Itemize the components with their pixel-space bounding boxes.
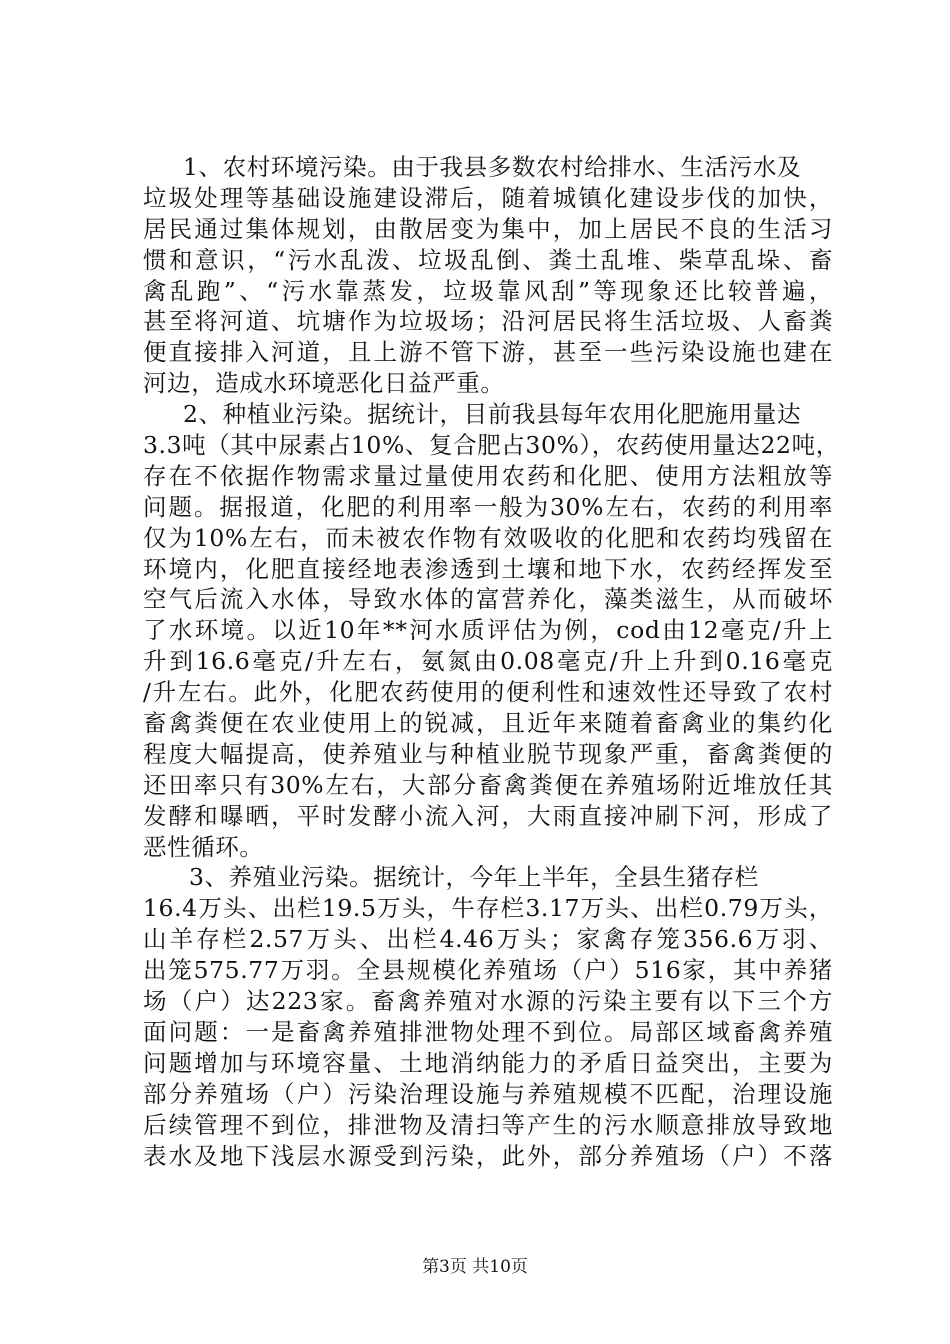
text-line: 1、农村环境污染。由于我县多数农村给排水、生活污水及 [183,153,802,181]
text-line: 禽乱跑”、“污水靠蒸发，垃圾靠风刮”等现象还比较普遍， [143,276,833,305]
text-line: 场（户）达223家。畜禽养殖对水源的污染主要有以下三个方 [143,987,833,1016]
text-line: 升到16.6毫克/升左右，氨氮由0.08毫克/升上升到0.16毫克 [143,647,833,676]
text-line: 问题。据报道，化肥的利用率一般为30%左右，农药的利用率 [143,492,833,521]
text-line: 3.3吨（其中尿素占10%、复合肥占30%），农药使用量达22吨， [143,431,840,460]
text-line: 存在不依据作物需求量过量使用农药和化肥、使用方法粗放等 [143,461,833,490]
text-line: 畜禽粪便在农业使用上的锐减，且近年来随着畜禽业的集约化 [143,709,833,738]
text-line: 部分养殖场（户）污染治理设施与养殖规模不匹配，治理设施 [143,1079,833,1108]
text-line: 2、种植业污染。据统计，目前我县每年农用化肥施用量达 [183,400,802,429]
text-line: 表水及地下浅层水源受到污染，此外，部分养殖场（户）不落 [143,1141,833,1170]
text-line: 恶性循环。 [143,832,264,861]
document-body [143,152,840,1171]
text-line: 居民通过集体规划，由散居变为集中，加上居民不良的生活习 [143,214,833,243]
text-line: 3、养殖业污染。据统计，今年上半年，全县生猪存栏 [189,863,759,892]
text-line: 便直接排入河道，且上游不管下游，甚至一些污染设施也建在 [143,338,833,367]
text-line: 仅为10%左右，而未被农作物有效吸收的化肥和农药均残留在 [143,523,833,552]
text-line: 程度大幅提高，使养殖业与种植业脱节现象严重，畜禽粪便的 [143,739,833,768]
text-line: 山羊存栏2.57万头、出栏4.46万头；家禽存笼356.6万羽、 [143,925,833,954]
text-line: 了水环境。以近10年**河水质评估为例，cod由12毫克/升上 [143,616,833,645]
page-number: 第3页 共10页 [422,1257,528,1277]
text-line: 问题增加与环境容量、土地消纳能力的矛盾日益突出，主要为 [143,1048,833,1077]
text-line: 垃圾处理等基础设施建设滞后，随着城镇化建设步伐的加快， [143,183,833,212]
text-line: /升左右。此外，化肥农药使用的便利性和速效性还导致了农村 [143,678,833,707]
text-line: 面问题：一是畜禽养殖排泄物处理不到位。局部区域畜禽养殖 [143,1017,833,1046]
text-line: 河边，造成水环境恶化日益严重。 [143,369,505,398]
text-line: 甚至将河道、坑塘作为垃圾场；沿河居民将生活垃圾、人畜粪 [143,307,833,336]
text-line: 还田率只有30%左右，大部分畜禽粪便在养殖场附近堆放任其 [143,770,833,799]
page-footer [0,1256,950,1278]
text-line: 环境内，化肥直接经地表渗透到土壤和地下水，农药经挥发至 [143,554,833,583]
text-line: 空气后流入水体，导致水体的富营养化，藻类滋生，从而破坏 [143,585,833,614]
text-line: 惯和意识，“污水乱泼、垃圾乱倒、粪土乱堆、柴草乱垛、畜 [143,245,833,274]
text-line: 出笼575.77万羽。全县规模化养殖场（户）516家，其中养猪 [143,956,833,985]
text-line: 后续管理不到位，排泄物及清扫等产生的污水顺意排放导致地 [143,1110,833,1139]
text-line: 16.4万头、出栏19.5万头，牛存栏3.17万头、出栏0.79万头， [143,894,833,923]
text-line: 发酵和曝晒，平时发酵小流入河，大雨直接冲刷下河，形成了 [143,801,833,830]
